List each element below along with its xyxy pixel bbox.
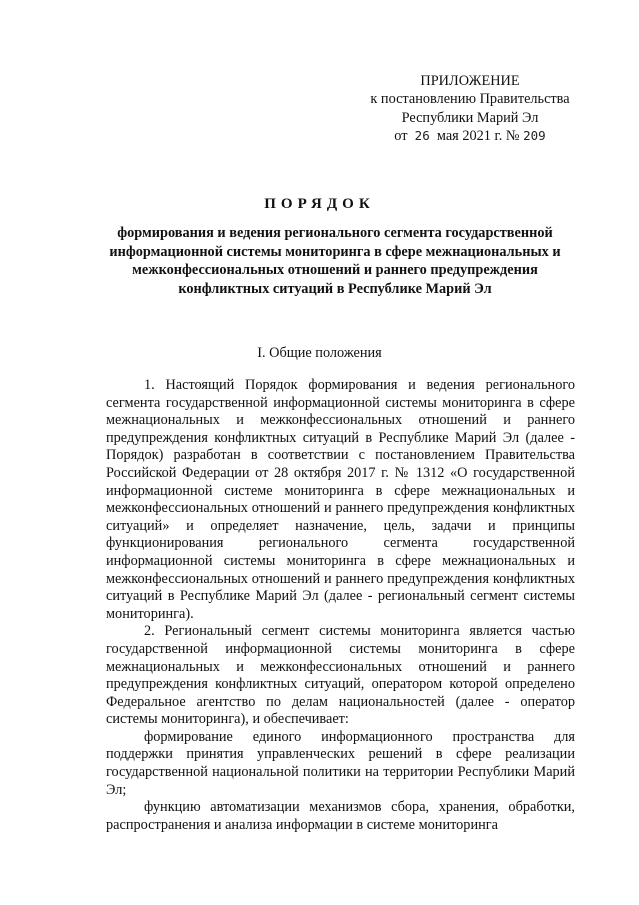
document-number: 209 <box>523 128 546 144</box>
paragraph-3: формирование единого информационного пространства для поддержки принятия управленческих решений в сфере реализации государственной национальной политики на территории Республики Марий Эл; <box>106 728 575 798</box>
appendix-republic-line: Республики Марий Эл <box>401 109 539 126</box>
appendix-date-line <box>345 127 595 145</box>
paragraph-1: 1. Настоящий Порядок формирования и ведения регионального сегмента государственной информационной системы мониторинга в сфере межнациональных и межконфессиональных отношений и раннего предупреждения конфликтных ситуаций в Республике Марий Эл (далее - Порядок) разработан в соответствии с постановлением Правительства Российской Федерации от 28 октября 2017 г. № 1312 «О государственной информационной системе мониторинга в сфере межнациональных и межконфессиональных отношений и раннего предупреждения конфликтных ситуаций» и определяет назначение, цель, задачи и принципы функционирования регионального сегмента государственной информационной системы мониторинга в сфере межнациональных и межконфессиональных отношений и раннего предупреждения конфликтных ситуаций в Республике Марий Эл (далее - региональный сегмент системы мониторинга). <box>106 377 575 622</box>
document-body <box>106 377 575 834</box>
date-month-year: мая 2021 г. № <box>436 128 520 145</box>
date-day: 26 <box>414 128 430 144</box>
paragraph-4: функцию автоматизации механизмов сбора, хранения, обработки, распространения и анализа информации в системе мониторинга <box>106 799 575 833</box>
document-subtitle: формирования и ведения регионального сегмента государственной информационной системы мониторинга в сфере межнациональных и межконфессиональных отношений и раннего предупреждения конфликтных ситуаций в Республике Марий Эл <box>109 225 561 297</box>
appendix-header <box>345 72 595 146</box>
appendix-label: ПРИЛОЖЕНИЕ <box>420 73 520 89</box>
document-title: ПОРЯДОК <box>264 196 375 212</box>
paragraph-2: 2. Региональный сегмент системы мониторинга является частью государственной информационной системы мониторинга в сфере межнациональных и межконфессиональных отношений и раннего предупреждения конфликтных ситуаций, оператором которой определено Федеральное агентство по делам национальностей (далее - оператор системы мониторинга), и обеспечивает: <box>106 623 575 728</box>
appendix-resolution-line: к постановлению Правительства <box>370 91 570 108</box>
section-heading: I. Общие положения <box>257 345 382 361</box>
date-prefix: от <box>394 128 408 145</box>
